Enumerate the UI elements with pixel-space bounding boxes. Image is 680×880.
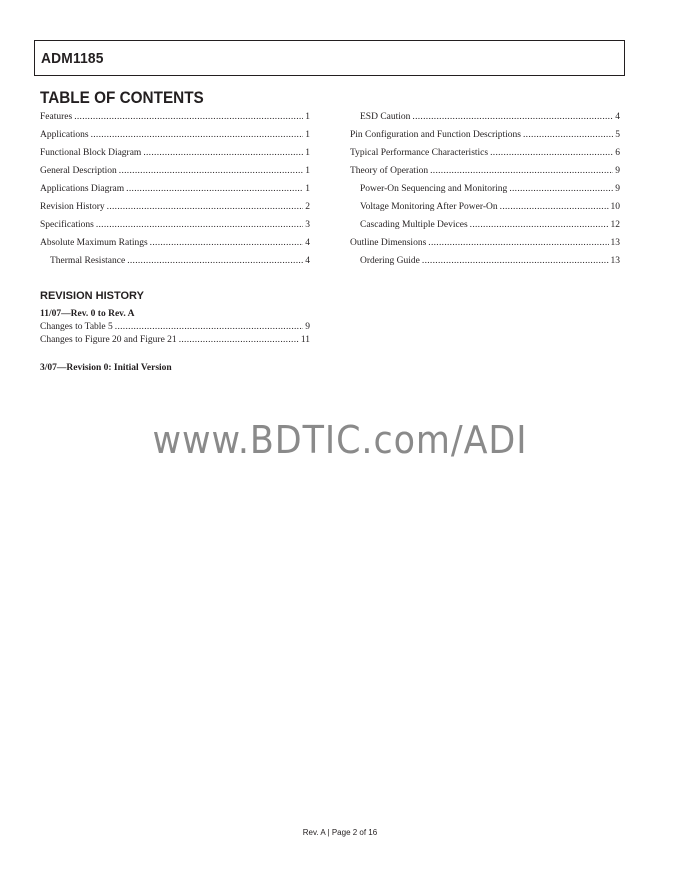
leader-dots <box>74 108 303 126</box>
leader-dots <box>500 198 609 216</box>
toc-entry[interactable] <box>350 126 620 144</box>
toc-entry-label: Voltage Monitoring After Power-On <box>360 202 498 212</box>
toc-entry-page: 4 <box>305 238 310 248</box>
toc-entry-label: Pin Configuration and Function Descriptions <box>350 130 521 140</box>
revision-change-row[interactable] <box>40 334 310 347</box>
watermark: www.BDTIC.com/ADI <box>152 418 528 462</box>
toc-entry-label: Typical Performance Characteristics <box>350 148 489 158</box>
toc-entry-page: 1 <box>305 130 310 140</box>
revision-history-heading: REVISION HISTORY <box>40 290 144 302</box>
toc-entry-label: Applications Diagram <box>40 184 125 194</box>
toc-entry[interactable] <box>40 234 310 252</box>
toc-entry-label: Outline Dimensions <box>350 238 427 248</box>
toc-entry[interactable] <box>350 198 620 216</box>
toc-entry[interactable] <box>40 126 310 144</box>
leader-dots <box>470 216 609 234</box>
leader-dots <box>143 144 303 162</box>
header-box <box>34 40 625 76</box>
leader-dots <box>422 252 609 270</box>
toc-entry-page: 6 <box>615 148 620 158</box>
toc-entry-page: 4 <box>615 112 620 122</box>
toc-entry[interactable] <box>350 234 620 252</box>
leader-dots <box>490 144 613 162</box>
toc-entry-page: 13 <box>610 238 620 248</box>
leader-dots <box>119 162 303 180</box>
toc-entry-label: Specifications <box>40 220 94 230</box>
toc-entry[interactable] <box>40 180 310 198</box>
toc-entry-label: Power-On Sequencing and Monitoring <box>360 184 508 194</box>
leader-dots <box>91 126 304 144</box>
toc-entry-page: 4 <box>305 256 310 266</box>
toc-entry[interactable] <box>40 144 310 162</box>
leader-dots <box>428 234 608 252</box>
toc-entry-page: 1 <box>305 184 310 194</box>
toc-entry[interactable] <box>40 252 310 270</box>
toc-entry-page: 5 <box>615 130 620 140</box>
toc-entry[interactable] <box>350 162 620 180</box>
toc-entry-page: 9 <box>615 184 620 194</box>
toc-entry[interactable] <box>40 108 310 126</box>
leader-dots <box>96 216 303 234</box>
toc-entry[interactable] <box>350 144 620 162</box>
leader-dots <box>509 180 613 198</box>
toc-entry-label: Features <box>40 112 73 122</box>
toc-entry-page: 1 <box>305 166 310 176</box>
toc-entry-page: 12 <box>610 220 620 230</box>
leader-dots <box>430 162 613 180</box>
toc-entry-label: Absolute Maximum Ratings <box>40 238 148 248</box>
toc-left-column <box>40 108 310 270</box>
leader-dots <box>179 334 299 347</box>
toc-entry-label: Revision History <box>40 202 105 212</box>
revision-change-label: Changes to Table 5 <box>40 322 113 332</box>
toc-entry[interactable] <box>40 216 310 234</box>
toc-entry-page: 9 <box>615 166 620 176</box>
toc-entry[interactable] <box>350 252 620 270</box>
toc-entry[interactable] <box>350 216 620 234</box>
toc-entry[interactable] <box>40 198 310 216</box>
leader-dots <box>127 252 303 270</box>
toc-entry-page: 13 <box>610 256 620 266</box>
revision-change-label: Changes to Figure 20 and Figure 21 <box>40 335 177 345</box>
toc-entry[interactable] <box>40 162 310 180</box>
toc-entry-label: Cascading Multiple Devices <box>360 220 468 230</box>
toc-entry-page: 3 <box>305 220 310 230</box>
toc-entry-page: 10 <box>610 202 620 212</box>
leader-dots <box>412 108 613 126</box>
toc-title: TABLE OF CONTENTS <box>40 88 204 107</box>
toc-entry-label: Ordering Guide <box>360 256 420 266</box>
toc-entry-label: Theory of Operation <box>350 166 429 176</box>
toc-entry[interactable] <box>350 180 620 198</box>
toc-entry-page: 1 <box>305 112 310 122</box>
toc-entry-label: Thermal Resistance <box>50 256 126 266</box>
revision-a-block <box>40 308 310 347</box>
revision-0-block <box>40 362 310 375</box>
toc-right-column <box>350 108 620 270</box>
leader-dots <box>523 126 613 144</box>
revision-0-title: 3/07—Revision 0: Initial Version <box>40 363 172 373</box>
revision-change-row[interactable] <box>40 321 310 334</box>
revision-change-page: 9 <box>305 322 310 332</box>
toc-entry-label: ESD Caution <box>360 112 411 122</box>
revision-change-page: 11 <box>300 335 310 345</box>
toc-entry-label: General Description <box>40 166 117 176</box>
page-footer: Rev. A | Page 2 of 16 <box>302 828 378 837</box>
toc-entry-label: Applications <box>40 130 89 140</box>
leader-dots <box>150 234 304 252</box>
toc-entry-page: 2 <box>305 202 310 212</box>
toc-entry-page: 1 <box>305 148 310 158</box>
revision-a-title: 11/07—Rev. 0 to Rev. A <box>40 309 135 319</box>
leader-dots <box>115 321 303 334</box>
leader-dots <box>126 180 303 198</box>
toc-entry-label: Functional Block Diagram <box>40 148 142 158</box>
leader-dots <box>107 198 304 216</box>
toc-entry[interactable] <box>350 108 620 126</box>
part-number: ADM1185 <box>41 50 104 67</box>
